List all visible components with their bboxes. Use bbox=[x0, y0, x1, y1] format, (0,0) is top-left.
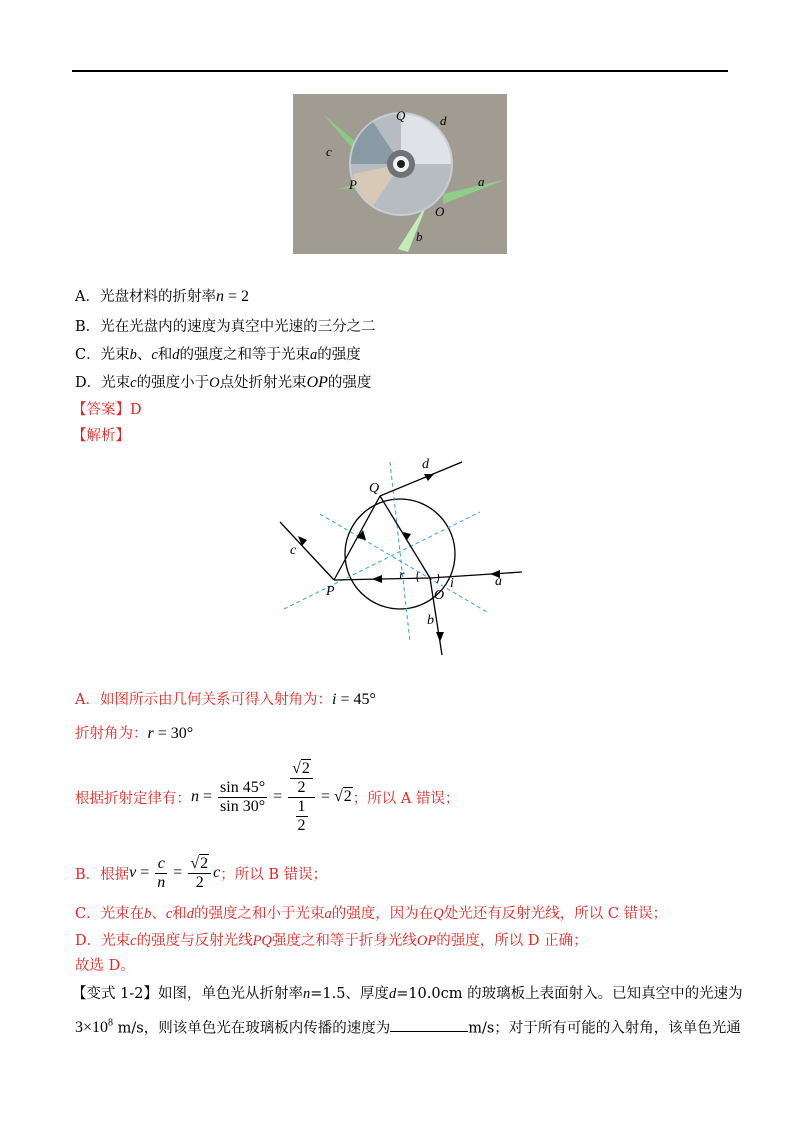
photo-label-o: O bbox=[435, 204, 445, 219]
solution-c-line: C．光束在b、c和d的强度之和小于光束a的强度，因为在Q处光还有反射光线，所以 C 错误； bbox=[75, 906, 668, 922]
photo-label-q: Q bbox=[396, 108, 406, 123]
solution-a-line: A．如图所示由几何关系可得入射角为：i = 45° bbox=[75, 691, 376, 708]
fig-label-c: c bbox=[290, 543, 297, 558]
answer: 【答案】D bbox=[72, 402, 142, 418]
fig-label-b: b bbox=[427, 613, 434, 628]
photo-label-p: P bbox=[349, 177, 357, 192]
photo-label-a: a bbox=[478, 174, 485, 189]
option-d: D．光束c的强度小于O点处折射光束OP的强度 bbox=[75, 374, 372, 391]
cd-photo bbox=[293, 94, 507, 254]
fig-label-d: d bbox=[422, 457, 429, 472]
fig-label-o: O bbox=[434, 588, 445, 603]
option-b: B．光在光盘内的速度为真空中光速的三分之二 bbox=[75, 319, 376, 335]
fig-label-a: a bbox=[495, 574, 502, 589]
variant-line-1: 【变式 1-2】如图，单色光从折射率n=1.5、厚度d=10.0cm 的玻璃板上表面射入。已知真空中的光速为 bbox=[72, 986, 743, 1002]
fig-label-p: P bbox=[326, 584, 335, 599]
solution-d-line: D．光束c的强度与反射光线PQ强度之和等于折身光线OP的强度，所以 D 正确； bbox=[75, 933, 588, 949]
option-a: A．光盘材料的折射率n = 2 bbox=[75, 288, 250, 305]
solution-b-line: B．根据 v = $\frac{c}{n}$ = $\frac{√2}{2}$ c ；所以 B 错误； bbox=[75, 854, 328, 891]
photo-label-d: d bbox=[440, 113, 447, 128]
variant-line-2: $3\times 10^8$ m/s，则该单色光在玻璃板内传播的速度为 m/s；对于所有可能的入射角，该单色光通 bbox=[75, 1018, 741, 1037]
photo-label-c: c bbox=[326, 144, 332, 159]
fig-label-i: i bbox=[450, 576, 454, 591]
option-c: C．光束b、c和d的强度之和等于光束a的强度 bbox=[75, 347, 361, 363]
header-rule bbox=[72, 70, 728, 72]
solution-conclusion: 故选 D。 bbox=[75, 958, 135, 974]
fig-label-r: r bbox=[399, 568, 405, 583]
refraction-diagram bbox=[272, 452, 532, 662]
analysis-label: 【解析】 bbox=[72, 428, 130, 444]
photo-label-b: b bbox=[416, 229, 423, 244]
solution-law-line: 根据折射定律有： n = $\frac{\sin 45^\circ}{\sin 30^\circ}$ = $\frac{\frac{√2}{2}}{\frac{1}{2}}$ = √2 ；所以 A 错误； bbox=[75, 759, 460, 834]
solution-refraction-angle: 折射角为：r = 30° bbox=[75, 725, 194, 742]
answer-blank[interactable] bbox=[390, 1017, 468, 1032]
fig-label-q: Q bbox=[369, 481, 380, 496]
